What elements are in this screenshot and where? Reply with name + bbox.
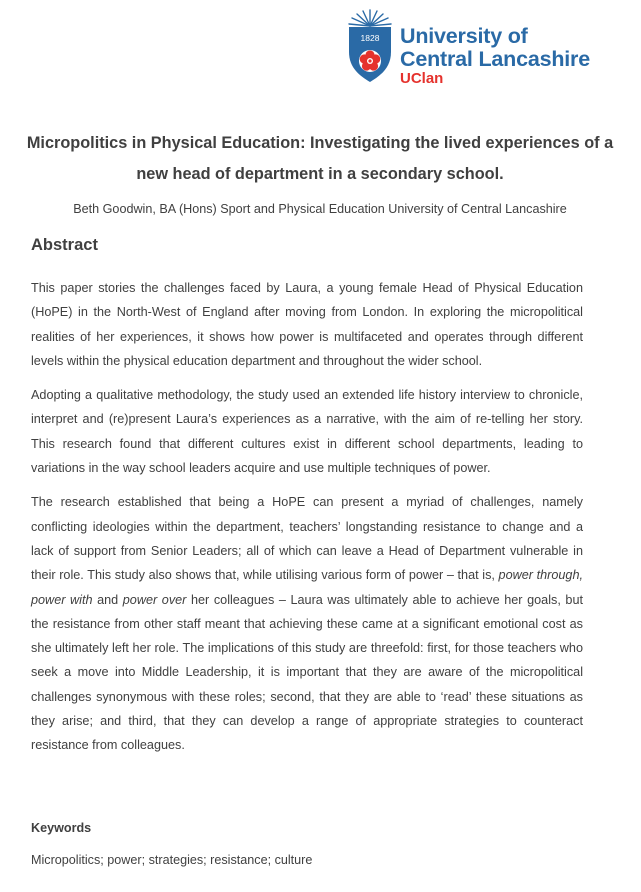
abstract-text: The research established that being a HoPE can present a myriad of challenges, namely conflicting ideologies within the department, teachers’ longstanding resistance to change and a lack of support from Senior Leaders; all of which can leave a Head of Department vulnerable in their role. This study also shows that, while utilising various form of power – that is, [31, 495, 583, 583]
abstract-body [31, 276, 583, 768]
abstract-paragraph-2: Adopting a qualitative methodology, the study used an extended life history interview to chronicle, interpret and (re)present Laura’s experiences as a narrative, with the aim of re-telling her story. This research found that different cultures exist in different school departments, leading to variations in the way school leaders acquire and use multiple techniques of power. [31, 388, 583, 476]
emphasis-text: power over [122, 592, 187, 607]
emphasis-text: power through, power with [31, 568, 583, 607]
abstract-heading: Abstract [31, 236, 98, 254]
abstract-paragraph-1: This paper stories the challenges faced by Laura, a young female Head of Physical Education (HoPE) in the North-West of England after moving from London. In exploring the micropolitical realities of her experiences, it shows how power is multifaceted and operates through different levels within the physical education department and throughout the wider school. [31, 281, 583, 368]
paper-title: Micropolitics in Physical Education: Investigating the lived experiences of a new head of department in a secondary school. [26, 134, 614, 183]
keywords-heading: Keywords [31, 821, 92, 835]
logo-wordmark [400, 26, 590, 86]
abstract-text: her colleagues – Laura was ultimately able to achieve her goals, but the resistance from other staff meant that achieving these came at a significant emotional cost as she ultimately left her role. The implications of this study are threefold: first, for those teachers who seek a move into Middle Leadership, it is important that they are aware of the micropolitical challenges synonymous with these roles; second, that they are able to ‘read’ these situations as they arise; and third, that they can develop a range of appropriate strategies to counteract resistance from colleagues. [31, 592, 583, 753]
rose-icon [359, 50, 381, 72]
abstract-text: and [92, 592, 123, 607]
logo-short-name: UClan [400, 70, 444, 87]
author-line: Beth Goodwin, BA (Hons) Sport and Physical Education University of Central Lancashire [73, 202, 567, 216]
abstract-paragraph-3 [31, 490, 583, 757]
crest-year: 1828 [360, 33, 380, 43]
crest-icon [346, 8, 396, 88]
keywords-list: Micropolitics; power; strategies; resistance; culture [31, 853, 313, 867]
logo-line-2: Central Lancashire [400, 46, 590, 71]
logo-line-1: University of [400, 24, 528, 48]
uclan-logo [346, 8, 590, 88]
